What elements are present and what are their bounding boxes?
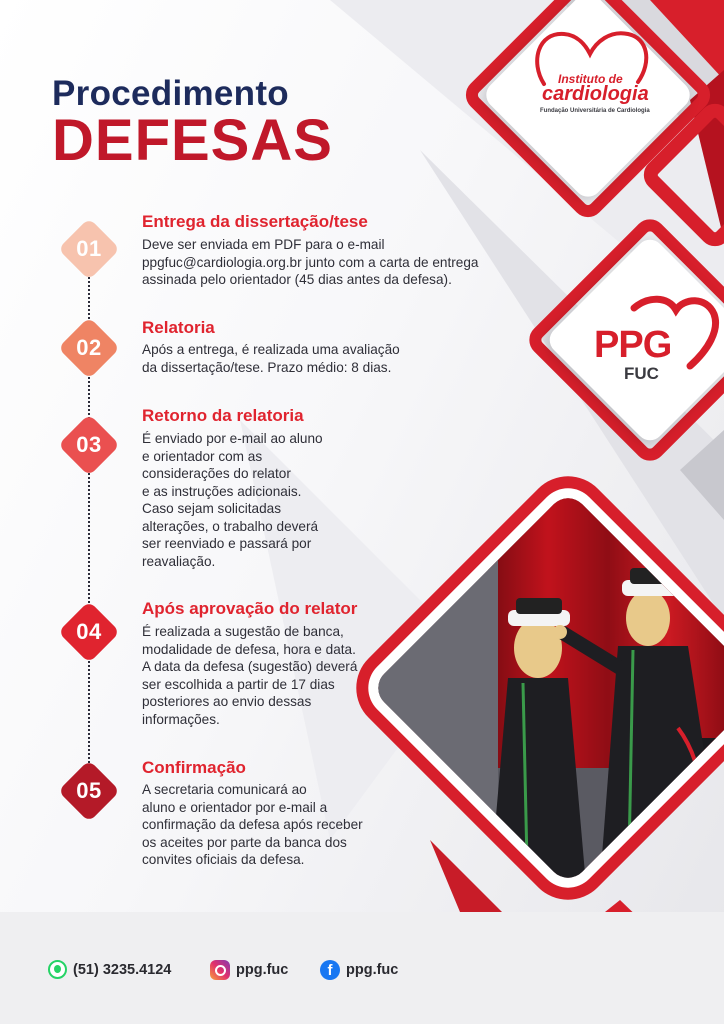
- step-number: 05: [76, 778, 102, 803]
- whatsapp-number: (51) 3235.4124: [73, 961, 172, 978]
- step-description: Deve ser enviada em PDF para o e-mail ppgfuc@cardiologia.org.br junto com a carta de entrega assinada pelo orientador (45 dias antes da defesa).: [142, 237, 479, 287]
- step-description: Após a entrega, é realizada uma avaliação da dissertação/tese. Prazo médio: 8 dias.: [142, 342, 400, 375]
- step-number: 01: [76, 236, 102, 261]
- page-title-line2: DEFESAS: [52, 108, 333, 173]
- step-badge: [58, 317, 120, 379]
- facebook-icon: f: [320, 960, 340, 980]
- step-description: É enviado por e-mail ao aluno e orientador com as considerações do relator e as instruções adicionais. Caso sejam solicitadas alterações, o trabalho deverá ser reenviado e passará por reavaliação.: [142, 431, 323, 569]
- instagram-handle: ppg.fuc: [236, 962, 289, 978]
- ppg-sub-text: FUC: [624, 364, 659, 383]
- instagram-icon: [210, 960, 230, 980]
- step-title: Confirmação: [142, 758, 246, 777]
- ppg-main-text: PPG: [594, 324, 672, 366]
- page-title-line1: Procedimento: [52, 74, 289, 113]
- instituto-line3: Fundação Universitária de Cardiologia: [540, 108, 650, 114]
- step-badge: [58, 760, 120, 822]
- instituto-line1: Instituto de: [558, 72, 623, 86]
- whatsapp-icon: [48, 960, 67, 979]
- instituto-line2: cardiologia: [542, 83, 649, 105]
- step-number: 04: [76, 619, 102, 644]
- whatsapp-contact[interactable]: [48, 960, 171, 979]
- step-title: Após aprovação do relator: [142, 599, 358, 618]
- step-number: 03: [76, 432, 102, 457]
- step-title: Relatoria: [142, 318, 215, 337]
- instagram-contact[interactable]: [210, 960, 288, 980]
- step-title: Retorno da relatoria: [142, 406, 304, 425]
- step-number: 02: [76, 335, 102, 360]
- step-title: Entrega da dissertação/tese: [142, 212, 368, 231]
- step-description: É realizada a sugestão de banca, modalidade de defesa, hora e data. A data da defesa (sugestão) deverá ser escolhida a partir de 17 dias posteriores ao envio dessas informações.: [142, 624, 358, 727]
- facebook-contact[interactable]: [320, 960, 398, 980]
- ppg-logo: [590, 288, 720, 398]
- instituto-logo: [520, 22, 660, 122]
- step-badge: [58, 601, 120, 663]
- step-badge: [58, 218, 120, 280]
- facebook-handle: ppg.fuc: [346, 962, 399, 978]
- step-description: A secretaria comunicará ao aluno e orientador por e-mail a confirmação da defesa após receber os aceites por parte da banca dos convites oficiais da defesa.: [142, 782, 363, 867]
- step-badge: [58, 414, 120, 476]
